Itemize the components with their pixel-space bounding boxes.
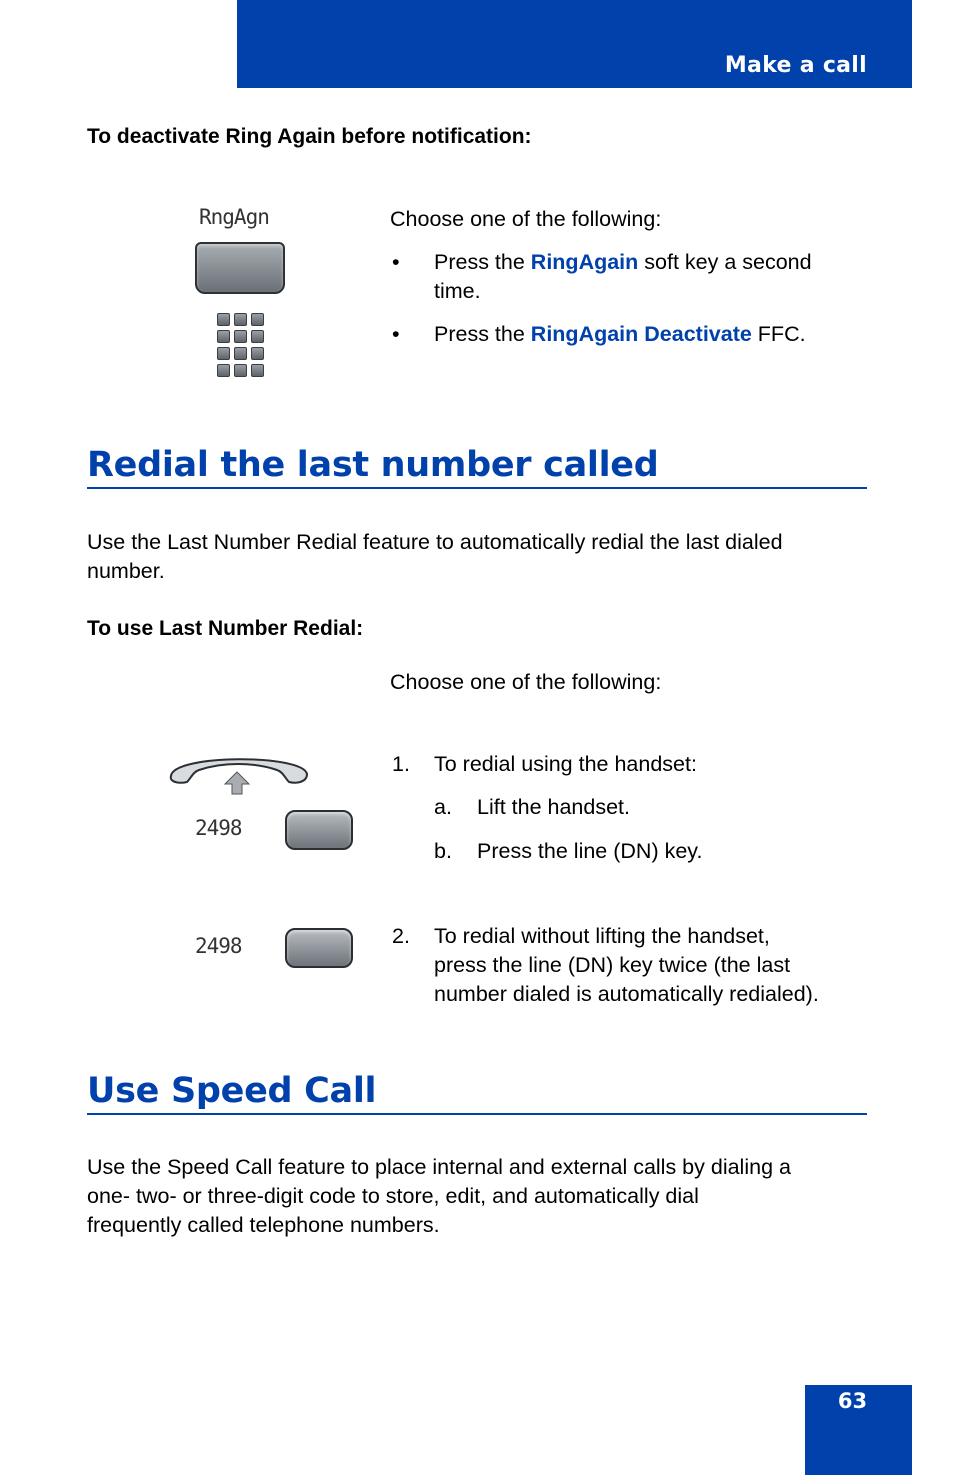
option-text-line2: press the line (DN) key twice (the last [434, 953, 791, 977]
dialpad-key [234, 330, 247, 343]
header-band [237, 0, 912, 88]
dialpad-key [234, 364, 247, 377]
redial-section-title: Redial the last number called [87, 445, 867, 489]
dialpad-key [251, 313, 264, 326]
sub-text: Press the line (DN) key. [477, 839, 703, 863]
page-number: 63 [837, 1389, 868, 1413]
dialpad-icon [217, 313, 264, 377]
page-number-box [805, 1385, 912, 1475]
line-dn-key-icon [285, 810, 353, 850]
speed-call-line2: one- two- or three-digit code to store, edit, and automatically dial [87, 1184, 699, 1208]
dialpad-key [251, 347, 264, 360]
speed-call-section-title: Use Speed Call [87, 1071, 867, 1115]
option-text [434, 922, 819, 1009]
redial-description-line1: Use the Last Number Redial feature to automatically redial the last dialed [87, 530, 783, 554]
bullet-prefix: Press the [434, 322, 531, 346]
dn-key-label: 2498 [195, 934, 242, 958]
rngagn-lcd-label: RngAgn [199, 205, 269, 229]
option-text-line1: To redial without lifting the handset, [434, 924, 770, 948]
sub-letter: a. [434, 795, 452, 819]
speed-call-line1: Use the Speed Call feature to place internal and external calls by dialing a [87, 1155, 791, 1179]
deactivate-heading: To deactivate Ring Again before notification: [87, 125, 532, 148]
option-text: To redial using the handset: [434, 752, 697, 776]
bullet-marker: • [392, 250, 400, 274]
dialpad-key [251, 330, 264, 343]
bullet-suffix: soft key a second [638, 250, 812, 274]
bullet-marker: • [392, 322, 400, 346]
bullet-text [434, 320, 806, 349]
option-number: 2. [392, 924, 410, 948]
deactivate-intro: Choose one of the following: [390, 207, 662, 231]
option-text-line3: number dialed is automatically redialed). [434, 982, 819, 1006]
dialpad-key [217, 313, 230, 326]
header-title: Make a call [724, 53, 867, 78]
dialpad-key [234, 313, 247, 326]
handset-lift-icon [165, 748, 311, 798]
speed-call-line3: frequently called telephone numbers. [87, 1213, 440, 1237]
dn-key-label: 2498 [195, 816, 242, 840]
bullet-suffix: FFC. [751, 322, 806, 346]
sub-text: Lift the handset. [477, 795, 630, 819]
redial-intro: Choose one of the following: [390, 670, 662, 694]
dialpad-key [217, 347, 230, 360]
bullet-line2: time. [434, 279, 481, 303]
redial-description-line2: number. [87, 559, 165, 583]
dialpad-key [251, 364, 264, 377]
speed-call-description [87, 1153, 791, 1240]
ringagain-key-name: RingAgain [530, 250, 639, 274]
dialpad-key [234, 347, 247, 360]
dialpad-key [217, 330, 230, 343]
sub-letter: b. [434, 839, 452, 863]
bullet-text [434, 248, 812, 306]
redial-proc-heading: To use Last Number Redial: [87, 617, 364, 640]
option-number: 1. [392, 752, 410, 776]
ringagain-deactivate-ffc-name: RingAgain Deactivate [530, 322, 752, 346]
soft-key-icon [195, 242, 285, 294]
dialpad-key [217, 364, 230, 377]
line-dn-key-icon [285, 928, 353, 968]
bullet-prefix: Press the [434, 250, 531, 274]
redial-description [87, 528, 783, 586]
